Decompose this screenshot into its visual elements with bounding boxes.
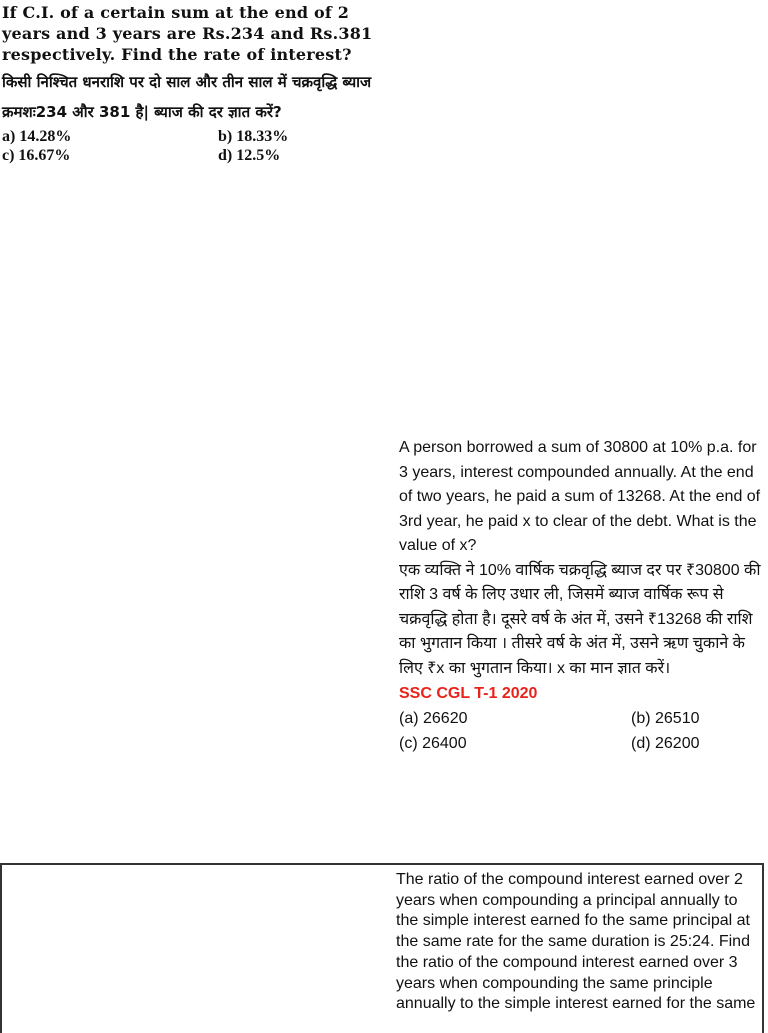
question-1-english: If C.I. of a certain sum at the end of 2 years and 3 years are Rs.234 and Rs.381 respectively. Find the rate of interest? xyxy=(2,3,373,64)
option-a: a) 14.28% xyxy=(2,128,72,145)
option-b: (b) 26510 xyxy=(631,710,700,727)
question-2-english: A person borrowed a sum of 30800 at 10% p.a. for 3 years, interest compounded annually. At the end of two years, he paid a sum of 13268. At the end of 3rd year, he paid x to clear of the debt. What is the value of x? xyxy=(399,439,761,554)
option-d: d) 12.5% xyxy=(218,147,281,164)
question-2-options xyxy=(399,707,764,759)
option-b: b) 18.33% xyxy=(218,128,289,145)
question-2-source: SSC CGL T-1 2020 xyxy=(399,685,538,702)
question-3-english: The ratio of the compound interest earned over 2 years when compounding a principal annually to the simple interest earned fo the same principal at the same rate for the same duration is 25:24. Find the ratio of the compound interest earned over 3 years when compounding the same principle annually to the simple interest earned for the same xyxy=(396,871,756,1013)
option-a: (a) 26620 xyxy=(399,710,468,727)
question-1-hindi: किसी निश्चित धनराशि पर दो साल और तीन साल में चक्रवृद्धि ब्याज क्रमशः234 और 381 है| ब्याज की दर ज्ञात करें? xyxy=(2,73,372,121)
question-1-options xyxy=(2,127,397,167)
question-2 xyxy=(399,436,764,759)
option-d: (d) 26200 xyxy=(631,735,700,752)
question-1 xyxy=(2,2,397,167)
option-c: c) 16.67% xyxy=(2,147,71,164)
question-2-hindi: एक व्यक्ति ने 10% वार्षिक चक्रवृद्धि ब्याज दर पर ₹30800 की राशि 3 वर्ष के लिए उधार ली, जिसमें ब्याज वार्षिक रूप से चक्रवृद्धि होता है। दूसरे वर्ष के अंत में, उसने ₹13268 की राशि का भुगतान किया । तीसरे वर्ष के अंत में, उसने ऋण चुकाने के लिए ₹x का भुगतान किया। x का मान ज्ञात करें। xyxy=(399,561,761,677)
option-c: (c) 26400 xyxy=(399,735,467,752)
